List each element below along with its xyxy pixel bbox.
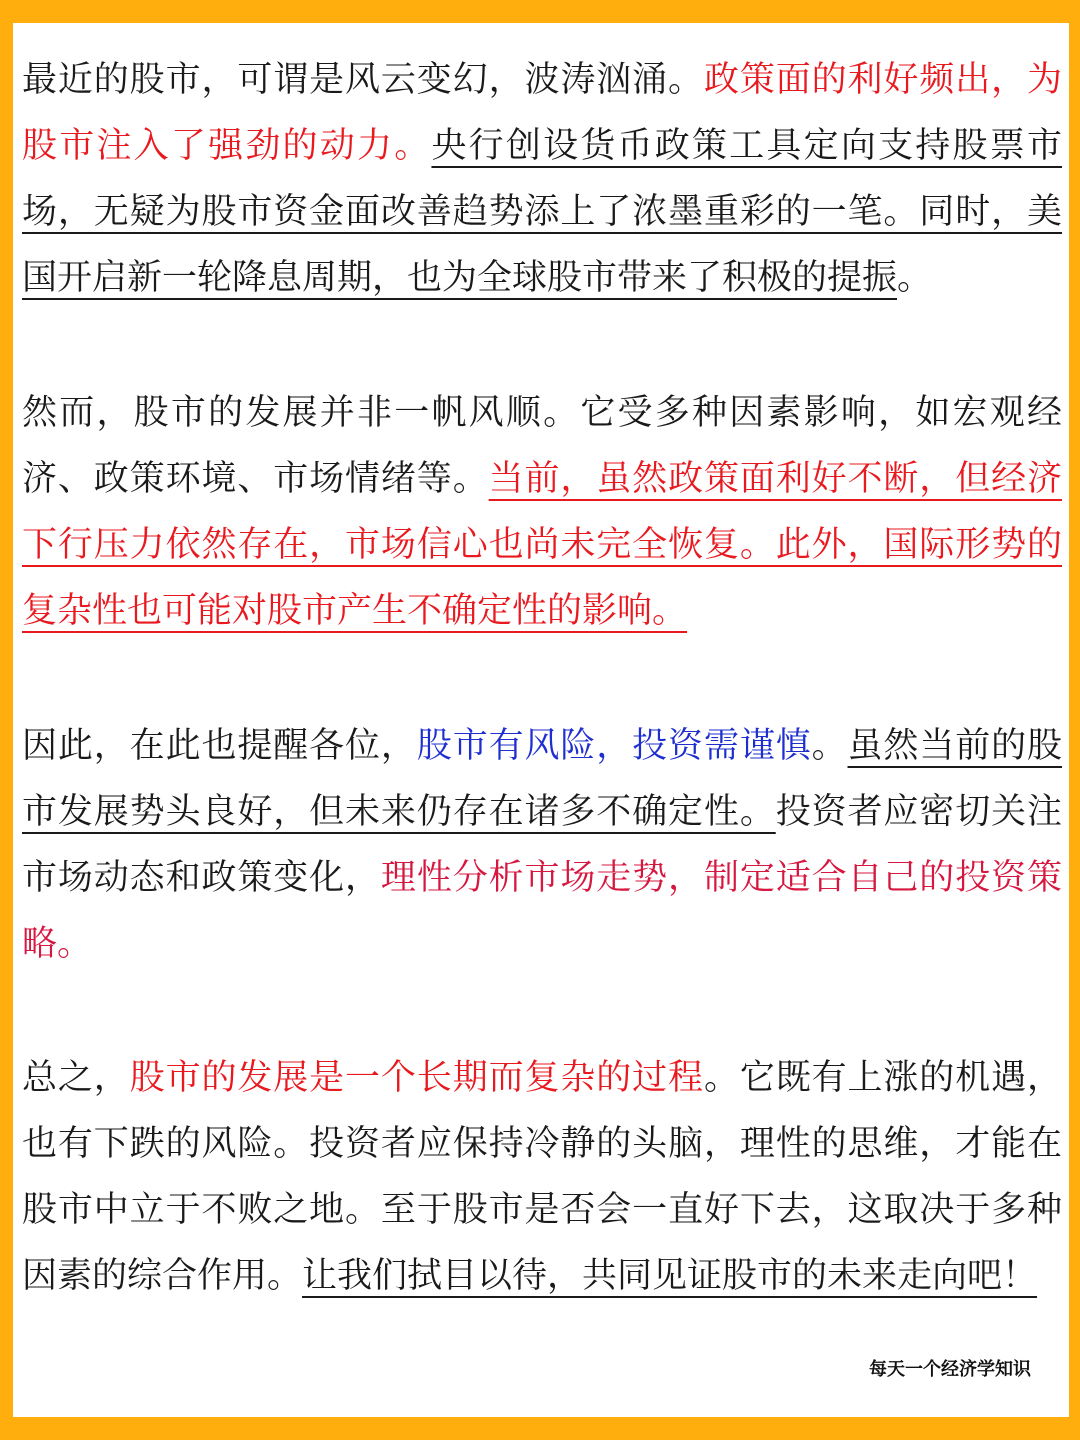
p1-run-2-highlight: 政策面的利好频出，为股市注入了强劲的动力。 xyxy=(22,60,1062,166)
p1-run-1: 最近的股市，可谓是风云变幻，波涛汹涌。 xyxy=(22,60,704,100)
p3-run-1: 因此，在此也提醒各位， xyxy=(22,726,417,766)
paragraph-1 xyxy=(22,47,1062,311)
p4-run-2-highlight: 股市的发展是一个长期而复杂的过程 xyxy=(129,1058,704,1098)
p3-run-5: 投资者应密切关注市场动态和政策变化， xyxy=(22,792,1062,898)
paragraph-2 xyxy=(22,380,1062,644)
p1-run-4: 。 xyxy=(897,258,933,298)
p4-run-4-underlined: 让我们拭目以待，共同见证股市的未来走向吧！ xyxy=(302,1256,1038,1296)
p3-run-4-underlined: 虽然当前的股市发展势头良好，但未来仍存在诸多不确定性。 xyxy=(22,726,1062,832)
p4-run-3: 。它既有上涨的机遇，也有下跌的风险。投资者应保持冷静的头脑，理性的思维，才能在股市中立于不败之地。至于股市是否会一直好下去，这取决于多种因素的综合作用。 xyxy=(22,1058,1062,1296)
p3-run-3: 。 xyxy=(811,726,848,766)
content-card xyxy=(13,23,1069,1417)
p1-run-3-underlined: 央行创设货币政策工具定向支持股票市场，无疑为股市资金面改善趋势添上了浓墨重彩的一笔。同时，美国开启新一轮降息周期，也为全球股市带来了积极的提振 xyxy=(22,126,1062,298)
paragraph-3 xyxy=(22,713,1062,977)
footer-tagline: 每天一个经济学知识 xyxy=(869,1359,1031,1380)
paragraph-4 xyxy=(22,1045,1062,1309)
p3-run-2-warning: 股市有风险，投资需谨慎 xyxy=(416,726,812,766)
p3-run-6-highlight: 理性分析市场走势，制定适合自己的投资策略。 xyxy=(22,858,1062,964)
p2-run-2-highlight-underlined: 当前，虽然政策面利好不断，但经济下行压力依然存在，市场信心也尚未完全恢复。此外，国际形势的复杂性也可能对股市产生不确定性的影响。 xyxy=(22,459,1062,631)
p4-run-1: 总之， xyxy=(22,1058,130,1098)
p2-run-1: 然而，股市的发展并非一帆风顺。它受多种因素影响，如宏观经济、政策环境、市场情绪等。 xyxy=(22,393,1062,499)
